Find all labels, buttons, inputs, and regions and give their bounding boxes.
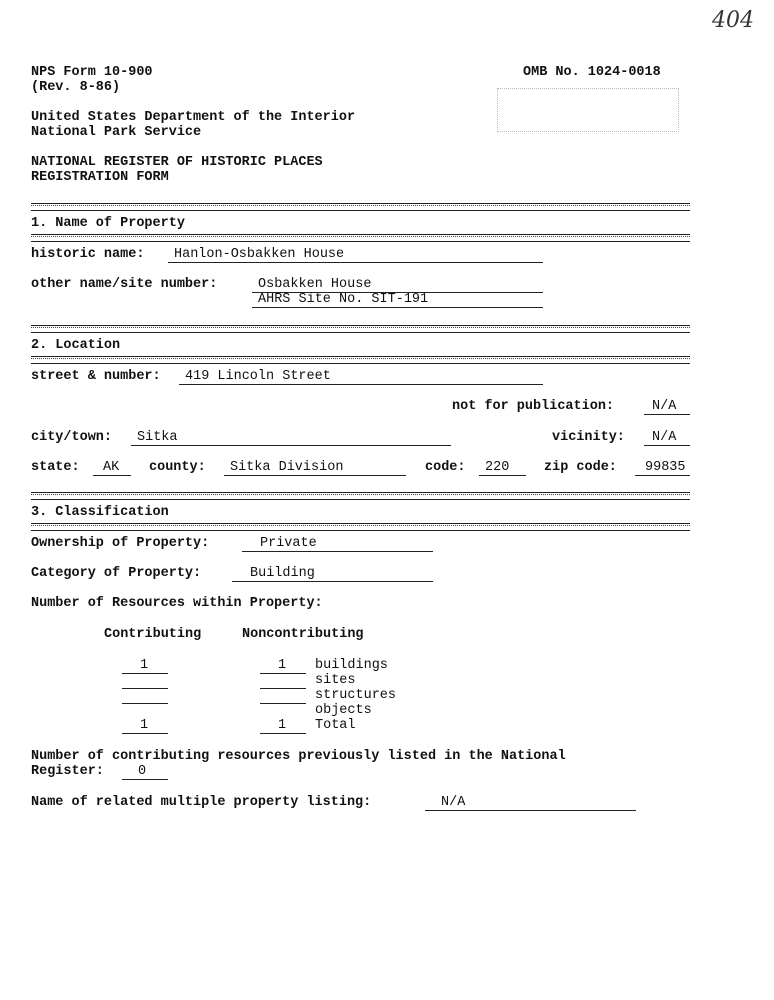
- section-3-heading: 3. Classification: [31, 505, 169, 520]
- multiple-listing-field: N/A: [425, 795, 636, 811]
- omb-number: OMB No. 1024-0018: [523, 65, 661, 80]
- contributing-count: [122, 688, 168, 689]
- noncontributing-total: 1: [260, 718, 306, 734]
- contributing-total: 1: [122, 718, 168, 734]
- agency: National Park Service: [31, 125, 202, 140]
- state-label: state:: [31, 460, 80, 475]
- ownership-field: Private: [242, 536, 433, 552]
- resource-type-label: buildings: [315, 658, 388, 673]
- section-2-heading: 2. Location: [31, 338, 121, 353]
- noncontributing-header: Noncontributing: [242, 627, 364, 642]
- category-field: Building: [232, 566, 433, 582]
- resource-total-label: Total: [315, 718, 356, 733]
- category-label: Category of Property:: [31, 566, 202, 581]
- resource-type-label: sites: [315, 673, 356, 688]
- other-name-field: Osbakken House: [252, 277, 543, 293]
- zip-field: 99835: [635, 460, 690, 476]
- section-divider: [31, 234, 690, 242]
- contributing-count: [122, 703, 168, 704]
- contributing-count: [122, 673, 168, 674]
- street-label: street & number:: [31, 369, 161, 384]
- noncontributing-count: 1: [260, 658, 306, 674]
- form-title: REGISTRATION FORM: [31, 170, 169, 185]
- vicinity-field: N/A: [644, 430, 690, 446]
- register-title: NATIONAL REGISTER OF HISTORIC PLACES: [31, 155, 323, 170]
- form-id: NPS Form 10-900: [31, 65, 153, 80]
- resource-type-label: objects: [315, 703, 372, 718]
- section-divider: [31, 325, 690, 333]
- noncontributing-count: [260, 673, 306, 674]
- multiple-listing-label: Name of related multiple property listing:: [31, 795, 372, 810]
- resources-label: Number of Resources within Property:: [31, 596, 323, 611]
- not-for-publication-label: not for publication:: [452, 399, 615, 414]
- noncontributing-count: [260, 703, 306, 704]
- site-number-field: AHRS Site No. SIT-191: [252, 292, 543, 308]
- vicinity-label: vicinity:: [552, 430, 625, 445]
- register-label: Register:: [31, 764, 104, 779]
- stamp-residue: [548, 164, 610, 188]
- section-divider: [31, 203, 690, 211]
- other-name-label: other name/site number:: [31, 277, 218, 292]
- section-divider: [31, 492, 690, 500]
- section-divider: [31, 356, 690, 364]
- historic-name-field: Hanlon-Osbakken House: [168, 247, 543, 263]
- section-1-heading: 1. Name of Property: [31, 216, 185, 231]
- street-field: 419 Lincoln Street: [179, 369, 543, 385]
- previously-listed-label: Number of contributing resources previously listed in the National: [31, 749, 566, 764]
- ownership-label: Ownership of Property:: [31, 536, 210, 551]
- noncontributing-count: [260, 688, 306, 689]
- received-stamp: [497, 88, 679, 132]
- code-label: code:: [425, 460, 466, 475]
- city-label: city/town:: [31, 430, 113, 445]
- state-field: AK: [93, 460, 131, 476]
- previously-listed-field: 0: [122, 764, 168, 780]
- section-divider: [31, 523, 690, 531]
- contributing-count: 1: [122, 658, 168, 674]
- zip-label: zip code:: [544, 460, 617, 475]
- county-label: county:: [149, 460, 206, 475]
- contributing-header: Contributing: [104, 627, 202, 642]
- resource-type-label: structures: [315, 688, 397, 703]
- form-revision: (Rev. 8-86): [31, 80, 121, 95]
- handwritten-page-number: 404: [712, 8, 754, 33]
- county-field: Sitka Division: [224, 460, 406, 476]
- department: United States Department of the Interior: [31, 110, 356, 125]
- city-field: Sitka: [131, 430, 451, 446]
- historic-name-label: historic name:: [31, 247, 145, 262]
- code-field: 220: [479, 460, 526, 476]
- not-for-publication-field: N/A: [644, 399, 690, 415]
